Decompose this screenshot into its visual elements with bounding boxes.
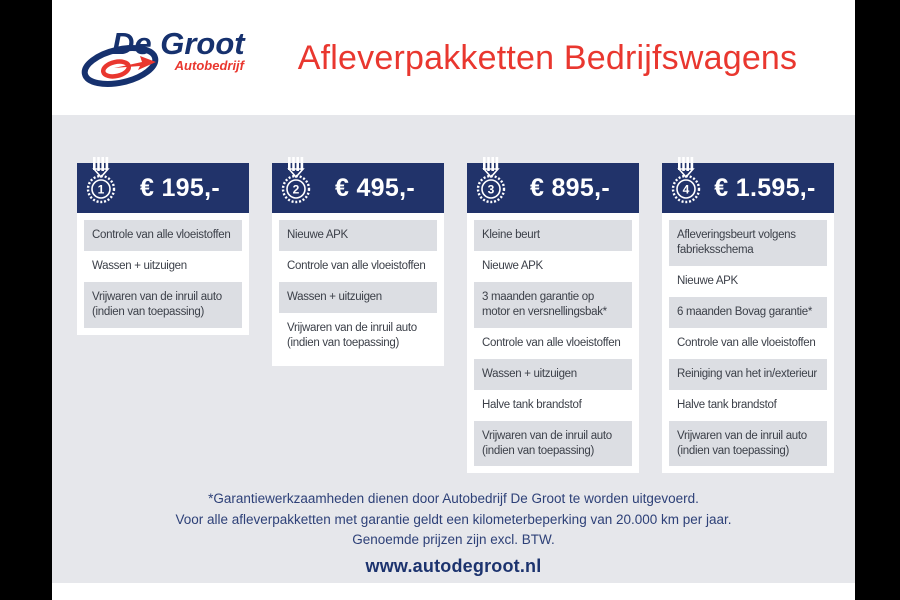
package-item: Wassen + uitzuigen bbox=[279, 282, 437, 313]
package-item: 3 maanden garantie op motor en versnellingsbak* bbox=[474, 282, 632, 328]
page-title: Afleverpakketten Bedrijfswagens bbox=[297, 39, 798, 77]
package-item: Nieuwe APK bbox=[669, 266, 827, 297]
package-item: Nieuwe APK bbox=[474, 251, 632, 282]
package-rank: 1 bbox=[97, 182, 105, 197]
package-price: € 195,- bbox=[140, 173, 220, 202]
package-rank: 3 bbox=[487, 182, 495, 197]
package-item: Wassen + uitzuigen bbox=[474, 359, 632, 390]
footnote-line: Voor alle afleverpakketten met garantie geldt een kilometerbeperking van 20.000 km per jaar. bbox=[175, 511, 732, 527]
package-rank: 4 bbox=[682, 182, 690, 197]
package-header bbox=[662, 163, 834, 213]
package-card bbox=[77, 163, 249, 335]
logo-subtitle: Autobedrijf bbox=[174, 58, 244, 73]
package-item: Controle van alle vloeistoffen bbox=[279, 251, 437, 282]
medal-ribbon-icon bbox=[84, 157, 118, 209]
footnotes bbox=[52, 489, 855, 550]
package-items bbox=[467, 213, 639, 473]
package-item: Vrijwaren van de inruil auto (indien van toepassing) bbox=[669, 421, 827, 467]
package-item: Afleveringsbeurt volgens fabrieksschema bbox=[669, 220, 827, 266]
website-url: www.autodegroot.nl bbox=[365, 556, 542, 577]
package-rank: 2 bbox=[292, 182, 300, 197]
packages-row bbox=[52, 115, 855, 473]
footnote-line: *Garantiewerkzaamheden dienen door Autobedrijf De Groot te worden uitgevoerd. bbox=[208, 491, 699, 507]
package-header bbox=[77, 163, 249, 213]
package-items bbox=[272, 213, 444, 366]
letterbox-right bbox=[855, 0, 900, 600]
packages-section bbox=[52, 115, 855, 583]
package-item: Vrijwaren van de inruil auto (indien van toepassing) bbox=[279, 313, 437, 359]
letterbox-left bbox=[0, 0, 52, 600]
package-items bbox=[77, 213, 249, 335]
package-item: Controle van alle vloeistoffen bbox=[474, 328, 632, 359]
flyer-header bbox=[52, 0, 855, 115]
package-item: Controle van alle vloeistoffen bbox=[84, 220, 242, 251]
medal-ribbon-icon bbox=[279, 157, 313, 209]
package-header bbox=[272, 163, 444, 213]
package-item: Kleine beurt bbox=[474, 220, 632, 251]
package-card bbox=[272, 163, 444, 366]
package-card bbox=[467, 163, 639, 473]
package-item: Reiniging van het in/exterieur bbox=[669, 359, 827, 390]
bottom-strip bbox=[52, 583, 855, 600]
flyer-content bbox=[52, 0, 855, 600]
package-item: Halve tank brandstof bbox=[669, 390, 827, 421]
logo-text: De Groot bbox=[112, 26, 245, 61]
package-item: Vrijwaren van de inruil auto (indien van toepassing) bbox=[84, 282, 242, 328]
package-item: Vrijwaren van de inruil auto (indien van toepassing) bbox=[474, 421, 632, 467]
package-item: Wassen + uitzuigen bbox=[84, 251, 242, 282]
footnote-line: Genoemde prijzen zijn excl. BTW. bbox=[352, 531, 555, 547]
package-item: Nieuwe APK bbox=[279, 220, 437, 251]
package-card bbox=[662, 163, 834, 473]
package-item: Controle van alle vloeistoffen bbox=[669, 328, 827, 359]
medal-ribbon-icon bbox=[669, 157, 703, 209]
medal-ribbon-icon bbox=[474, 157, 508, 209]
package-item: Halve tank brandstof bbox=[474, 390, 632, 421]
package-price: € 1.595,- bbox=[714, 173, 816, 202]
company-logo bbox=[76, 22, 254, 93]
package-items bbox=[662, 213, 834, 473]
package-price: € 895,- bbox=[530, 173, 610, 202]
logo-swoosh-icon bbox=[76, 22, 254, 88]
package-header bbox=[467, 163, 639, 213]
package-price: € 495,- bbox=[335, 173, 415, 202]
package-item: 6 maanden Bovag garantie* bbox=[669, 297, 827, 328]
